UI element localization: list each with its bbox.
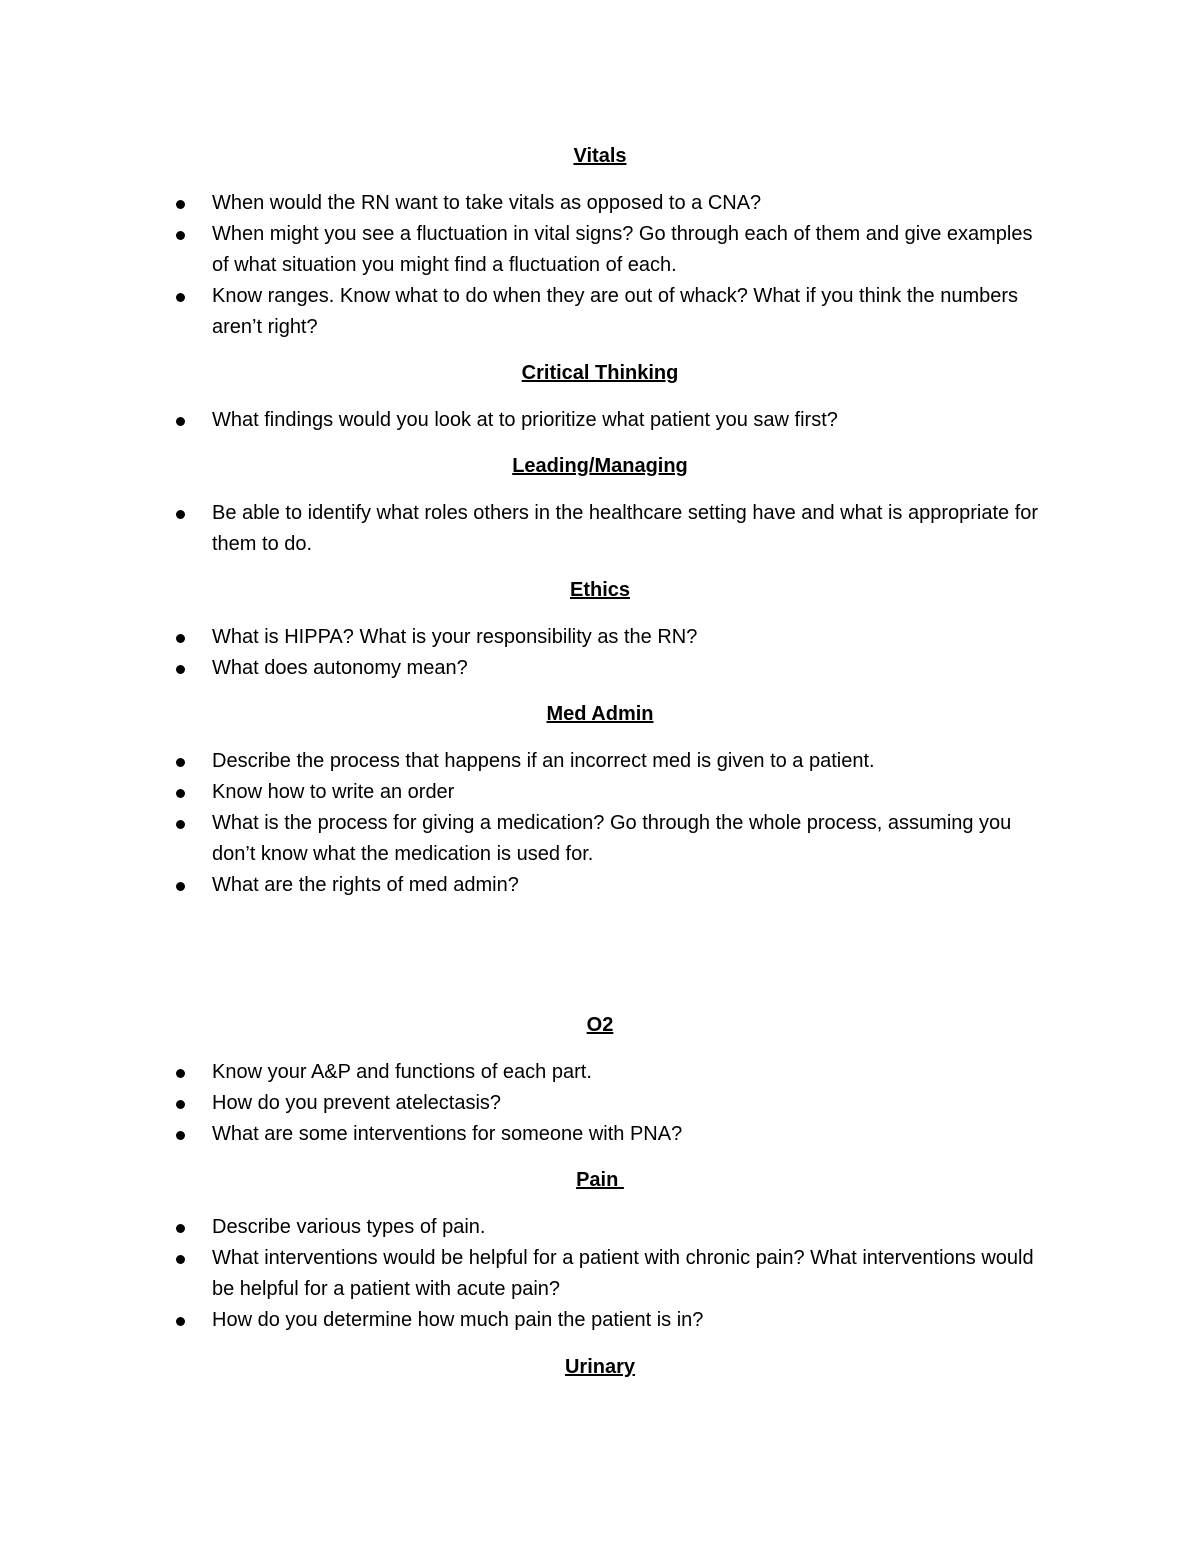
bullet-list	[0, 188, 1200, 343]
bullet-list	[0, 746, 1200, 901]
bullet-list	[0, 1212, 1200, 1336]
bullet-icon	[176, 1224, 185, 1233]
bullet-icon	[176, 665, 185, 674]
item-text: Know ranges. Know what to do when they are out of whack? What if you think the numbers aren’t right?	[212, 285, 1019, 338]
list-item	[0, 498, 1052, 560]
section-heading: Vitals	[573, 145, 627, 167]
item-text: Know your A&P and functions of each part.	[212, 1061, 592, 1083]
list-item	[0, 1243, 1052, 1305]
item-text: Be able to identify what roles others in the healthcare setting have and what is appropriate for them to do.	[212, 502, 1039, 555]
item-text: How do you determine how much pain the patient is in?	[212, 1309, 704, 1331]
bullet-icon	[176, 789, 185, 798]
section-pain	[0, 1165, 1200, 1336]
bullet-list	[0, 1057, 1200, 1150]
list-item	[0, 1305, 1052, 1336]
list-item	[0, 188, 1052, 219]
section-heading: Pain	[576, 1169, 624, 1191]
bullet-icon	[176, 758, 185, 767]
bullet-icon	[176, 820, 185, 829]
section-ethics	[0, 575, 1200, 684]
section-critical-thinking	[0, 358, 1200, 436]
item-text: How do you prevent atelectasis?	[212, 1092, 502, 1114]
list-item	[0, 870, 1052, 901]
list-item	[0, 1088, 1052, 1119]
bullet-icon	[176, 1131, 185, 1140]
list-item	[0, 1057, 1052, 1088]
section-med-admin	[0, 699, 1200, 901]
item-text: What is the process for giving a medication? Go through the whole process, assuming you don’t know what the medication is used for.	[212, 812, 1012, 865]
bullet-icon	[176, 882, 185, 891]
section-heading: Critical Thinking	[521, 362, 679, 384]
section-heading: Urinary	[564, 1356, 636, 1378]
list-item	[0, 808, 1052, 870]
bullet-list	[0, 622, 1200, 684]
list-item	[0, 281, 1052, 343]
item-text: Describe various types of pain.	[212, 1216, 486, 1238]
bullet-icon	[176, 293, 185, 302]
list-item	[0, 622, 1052, 653]
item-text: Know how to write an order	[212, 781, 455, 803]
section-heading: Med Admin	[546, 703, 654, 725]
bullet-icon	[176, 231, 185, 240]
item-text: What interventions would be helpful for a patient with chronic pain? What interventions would be helpful for a patient with acute pain?	[212, 1247, 1034, 1300]
item-text: What are the rights of med admin?	[212, 874, 519, 896]
bullet-icon	[176, 510, 185, 519]
list-item	[0, 1212, 1052, 1243]
bullet-icon	[176, 200, 185, 209]
item-text: What are some interventions for someone with PNA?	[212, 1123, 683, 1145]
list-item	[0, 1119, 1052, 1150]
item-text: What is HIPPA? What is your responsibility as the RN?	[212, 626, 698, 648]
section-urinary	[0, 1352, 1200, 1399]
section-heading: Ethics	[569, 579, 631, 601]
list-item	[0, 405, 1052, 436]
bullet-icon	[176, 1069, 185, 1078]
list-item	[0, 746, 1052, 777]
section-vitals	[0, 141, 1200, 343]
section-leading-managing	[0, 451, 1200, 560]
section-heading: O2	[586, 1014, 614, 1036]
bullet-icon	[176, 1317, 185, 1326]
item-text: When might you see a fluctuation in vital signs? Go through each of them and give examples of what situation you might find a fluctuation of each.	[212, 223, 1033, 276]
item-text: What findings would you look at to prioritize what patient you saw first?	[212, 409, 838, 431]
list-item	[0, 777, 1052, 808]
bullet-icon	[176, 634, 185, 643]
item-text: What does autonomy mean?	[212, 657, 468, 679]
bullet-list	[0, 405, 1200, 436]
item-text: Describe the process that happens if an incorrect med is given to a patient.	[212, 750, 875, 772]
list-item	[0, 219, 1052, 281]
bullet-icon	[176, 1100, 185, 1109]
section-o2	[0, 1010, 1200, 1150]
bullet-icon	[176, 1255, 185, 1264]
list-item	[0, 653, 1052, 684]
bullet-list	[0, 498, 1200, 560]
item-text: When would the RN want to take vitals as opposed to a CNA?	[212, 192, 762, 214]
bullet-icon	[176, 417, 185, 426]
section-heading: Leading/Managing	[512, 455, 688, 477]
